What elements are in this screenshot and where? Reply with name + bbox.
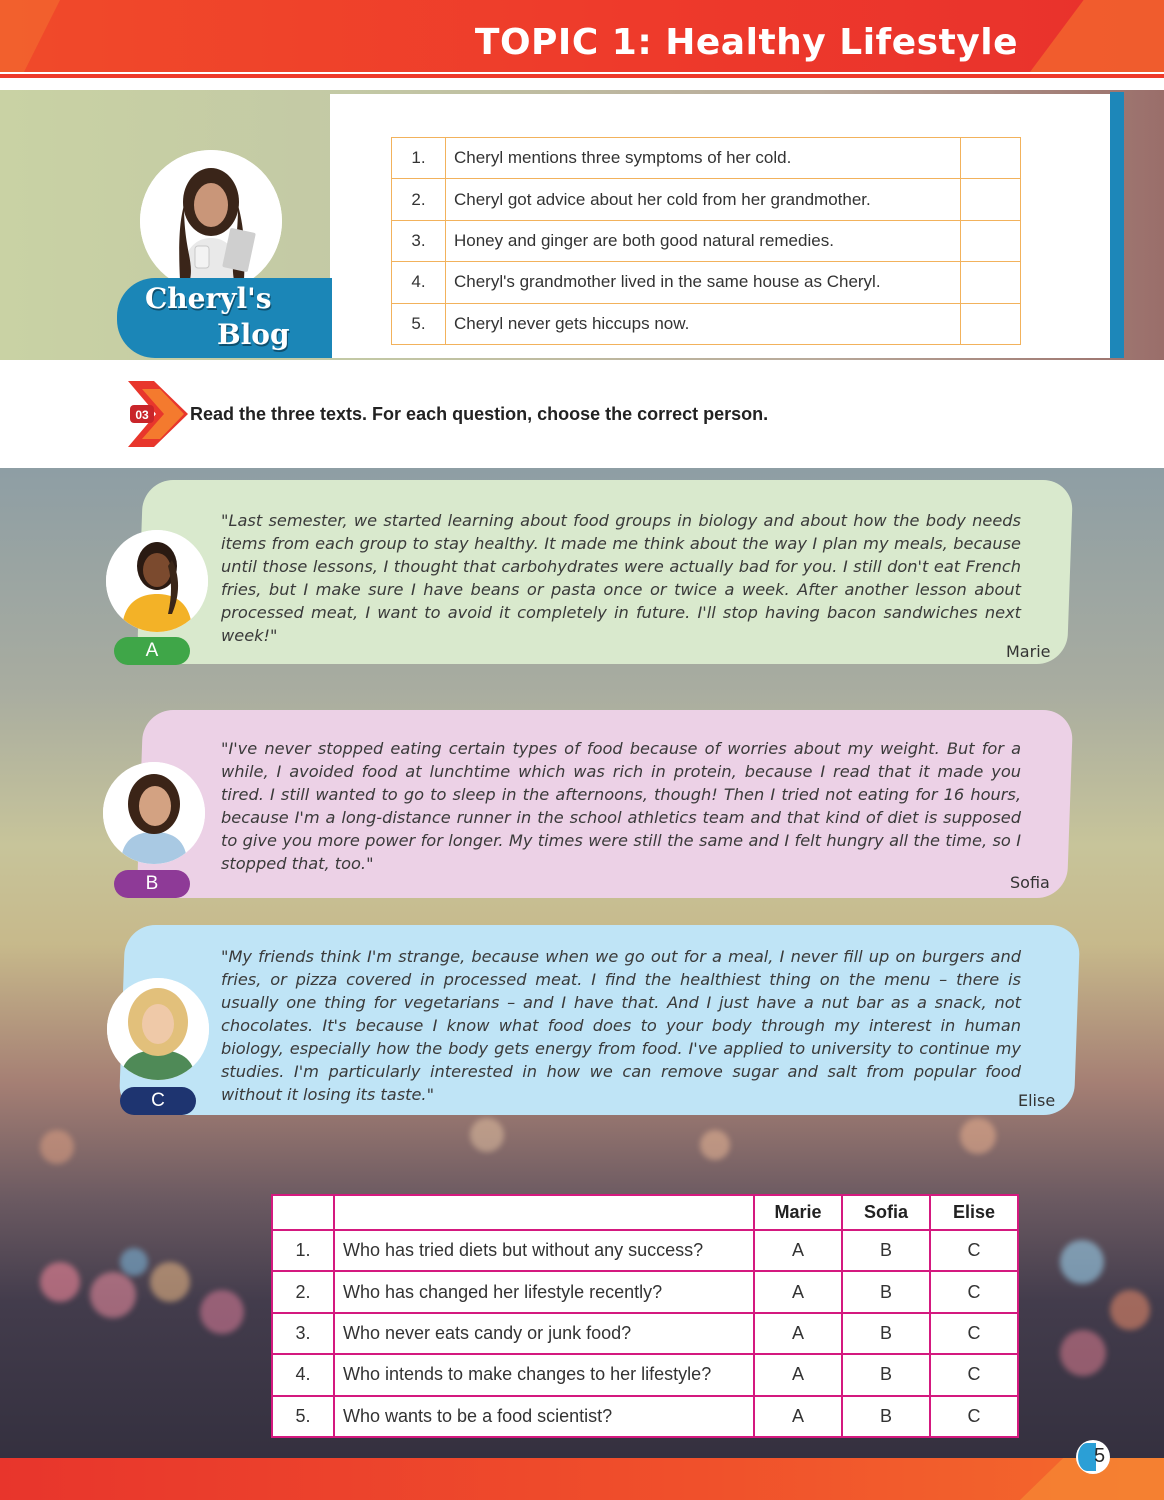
page-number-badge — [1076, 1440, 1110, 1474]
bokeh-light — [1060, 1330, 1106, 1376]
option-b[interactable]: B — [842, 1313, 930, 1354]
speaker-name-elise: Elise — [1018, 1091, 1056, 1110]
option-b[interactable]: B — [842, 1230, 930, 1271]
blog-title-line2: Blog — [217, 318, 290, 351]
question-number: 3. — [272, 1313, 334, 1354]
statement-number: 1. — [392, 138, 446, 179]
option-a[interactable]: A — [754, 1271, 842, 1312]
table-row — [272, 1354, 1018, 1395]
question-text: Who never eats candy or junk food? — [334, 1313, 754, 1354]
answer-box[interactable] — [961, 220, 1021, 261]
option-a[interactable]: A — [754, 1313, 842, 1354]
statement-text: Cheryl mentions three symptoms of her cold. — [446, 138, 961, 179]
option-a[interactable]: A — [754, 1354, 842, 1395]
quote-elise: "My friends think I'm strange, because when we go out for a meal, I never fill up on burgers and fries, or pizza covered in processed meat. I find the healthiest thing on the menu – there is usually one thing for vegetarians – and I have that. And I just have a nut bar as a snack, not chocolates. It's because I know what food does to your body through my interest in human biology, especially how the body gets energy from food. I've applied to university to continue my studies. I'm particularly interested in how we can remove sugar and salt from popular food without it losing its taste." — [221, 947, 1021, 1104]
blog-panel-edge — [1110, 92, 1124, 358]
question-number: 4. — [272, 1354, 334, 1395]
questions-table — [271, 1194, 1019, 1438]
footer-band — [0, 1458, 1164, 1500]
statement-text: Honey and ginger are both good natural remedies. — [446, 220, 961, 261]
speaker-name-marie: Marie — [1006, 642, 1051, 661]
statement-number: 5. — [392, 303, 446, 344]
table-row — [272, 1230, 1018, 1271]
column-header — [272, 1195, 334, 1230]
answer-box[interactable] — [961, 179, 1021, 220]
option-b[interactable]: B — [842, 1354, 930, 1395]
table-row — [272, 1313, 1018, 1354]
page-title: TOPIC 1: Healthy Lifestyle — [474, 22, 1018, 63]
page-number: 5 — [1094, 1445, 1106, 1467]
marie-portrait-image — [106, 530, 208, 632]
quote-marie: "Last semester, we started learning about food groups in biology and about how the body needs items from each group to stay healthy. It made me think about the way I plan my meals, because until those lessons, I thought that carbohydrates were actually bad for you. I still don't eat French fries, but I make sure I have beans or pasta once or twice a week. After another lesson about processed meat, I want to avoid it completely in future. I'll stop having bacon sandwiches next week!" — [221, 511, 1021, 645]
bokeh-light — [1060, 1240, 1104, 1284]
option-b[interactable]: B — [842, 1271, 930, 1312]
person-tag-c: C — [120, 1087, 196, 1115]
answer-box[interactable] — [961, 303, 1021, 344]
statement-text: Cheryl's grandmother lived in the same house as Cheryl. — [446, 262, 961, 303]
option-c[interactable]: C — [930, 1396, 1018, 1437]
question-number: 2. — [272, 1271, 334, 1312]
option-b[interactable]: B — [842, 1396, 930, 1437]
bokeh-light — [90, 1272, 136, 1318]
statement-number: 4. — [392, 262, 446, 303]
avatar-elise — [107, 978, 209, 1080]
blog-title-tab — [117, 278, 332, 358]
table-row — [272, 1396, 1018, 1437]
statement-number: 2. — [392, 179, 446, 220]
sofia-portrait-image — [103, 762, 205, 864]
person-tag-b: B — [114, 870, 190, 898]
bokeh-light — [120, 1248, 148, 1276]
option-a[interactable]: A — [754, 1396, 842, 1437]
bokeh-light — [40, 1262, 80, 1302]
question-number: 1. — [272, 1230, 334, 1271]
option-c[interactable]: C — [930, 1354, 1018, 1395]
quote-sofia: "I've never stopped eating certain types of food because of worries about my weight. But for a while, I avoided food at lunchtime which was rich in protein, because I read that it made you tired. I still wanted to go to sleep in the afternoons, though! Then I tried not eating for 16 hours, because I'm a long-distance runner in the school athletics team and that kind of diet is supposed to give you more power for longer. My times were still the same and I felt hungry all the time, so I stopped that, too." — [221, 739, 1021, 873]
avatar-marie — [106, 530, 208, 632]
bokeh-light — [700, 1130, 730, 1160]
person-tag-a: A — [114, 637, 190, 665]
bokeh-light — [150, 1262, 190, 1302]
question-number: 5. — [272, 1396, 334, 1437]
bokeh-light — [960, 1118, 996, 1154]
option-c[interactable]: C — [930, 1313, 1018, 1354]
option-c[interactable]: C — [930, 1271, 1018, 1312]
statement-number: 3. — [392, 220, 446, 261]
question-text: Who has changed her lifestyle recently? — [334, 1271, 754, 1312]
option-a[interactable]: A — [754, 1230, 842, 1271]
blog-title-line1: Cheryl's — [145, 282, 272, 315]
table-row — [392, 138, 1021, 179]
exercise-instruction: Read the three texts. For each question, choose the correct person. — [190, 404, 769, 424]
bokeh-light — [200, 1290, 244, 1334]
answer-box[interactable] — [961, 262, 1021, 303]
statement-text: Cheryl got advice about her cold from her grandmother. — [446, 179, 961, 220]
avatar-sofia — [103, 762, 205, 864]
bokeh-light — [40, 1130, 74, 1164]
cheryl-portrait-image — [140, 150, 282, 292]
bokeh-light — [470, 1118, 504, 1152]
elise-portrait-image — [107, 978, 209, 1080]
table-row — [392, 179, 1021, 220]
question-text: Who has tried diets but without any success? — [334, 1230, 754, 1271]
speaker-name-sofia: Sofia — [1010, 873, 1050, 892]
column-header-marie: Marie — [754, 1195, 842, 1230]
table-header-row — [272, 1195, 1018, 1230]
table-row — [392, 220, 1021, 261]
column-header — [334, 1195, 754, 1230]
header-decoration-left — [0, 0, 60, 72]
column-header-elise: Elise — [930, 1195, 1018, 1230]
answer-box[interactable] — [961, 138, 1021, 179]
exercise-number: 03 — [135, 408, 149, 422]
exercise-arrow-icon — [128, 381, 188, 447]
table-row — [392, 262, 1021, 303]
column-header-sofia: Sofia — [842, 1195, 930, 1230]
bokeh-light — [1110, 1290, 1150, 1330]
statement-text: Cheryl never gets hiccups now. — [446, 303, 961, 344]
question-text: Who intends to make changes to her lifestyle? — [334, 1354, 754, 1395]
true-false-table — [391, 137, 1021, 345]
table-row — [272, 1271, 1018, 1312]
header-decoration-right — [1030, 0, 1164, 72]
header-underline — [0, 74, 1164, 78]
option-c[interactable]: C — [930, 1230, 1018, 1271]
cheryl-photo — [140, 150, 282, 292]
table-row — [392, 303, 1021, 344]
question-text: Who wants to be a food scientist? — [334, 1396, 754, 1437]
